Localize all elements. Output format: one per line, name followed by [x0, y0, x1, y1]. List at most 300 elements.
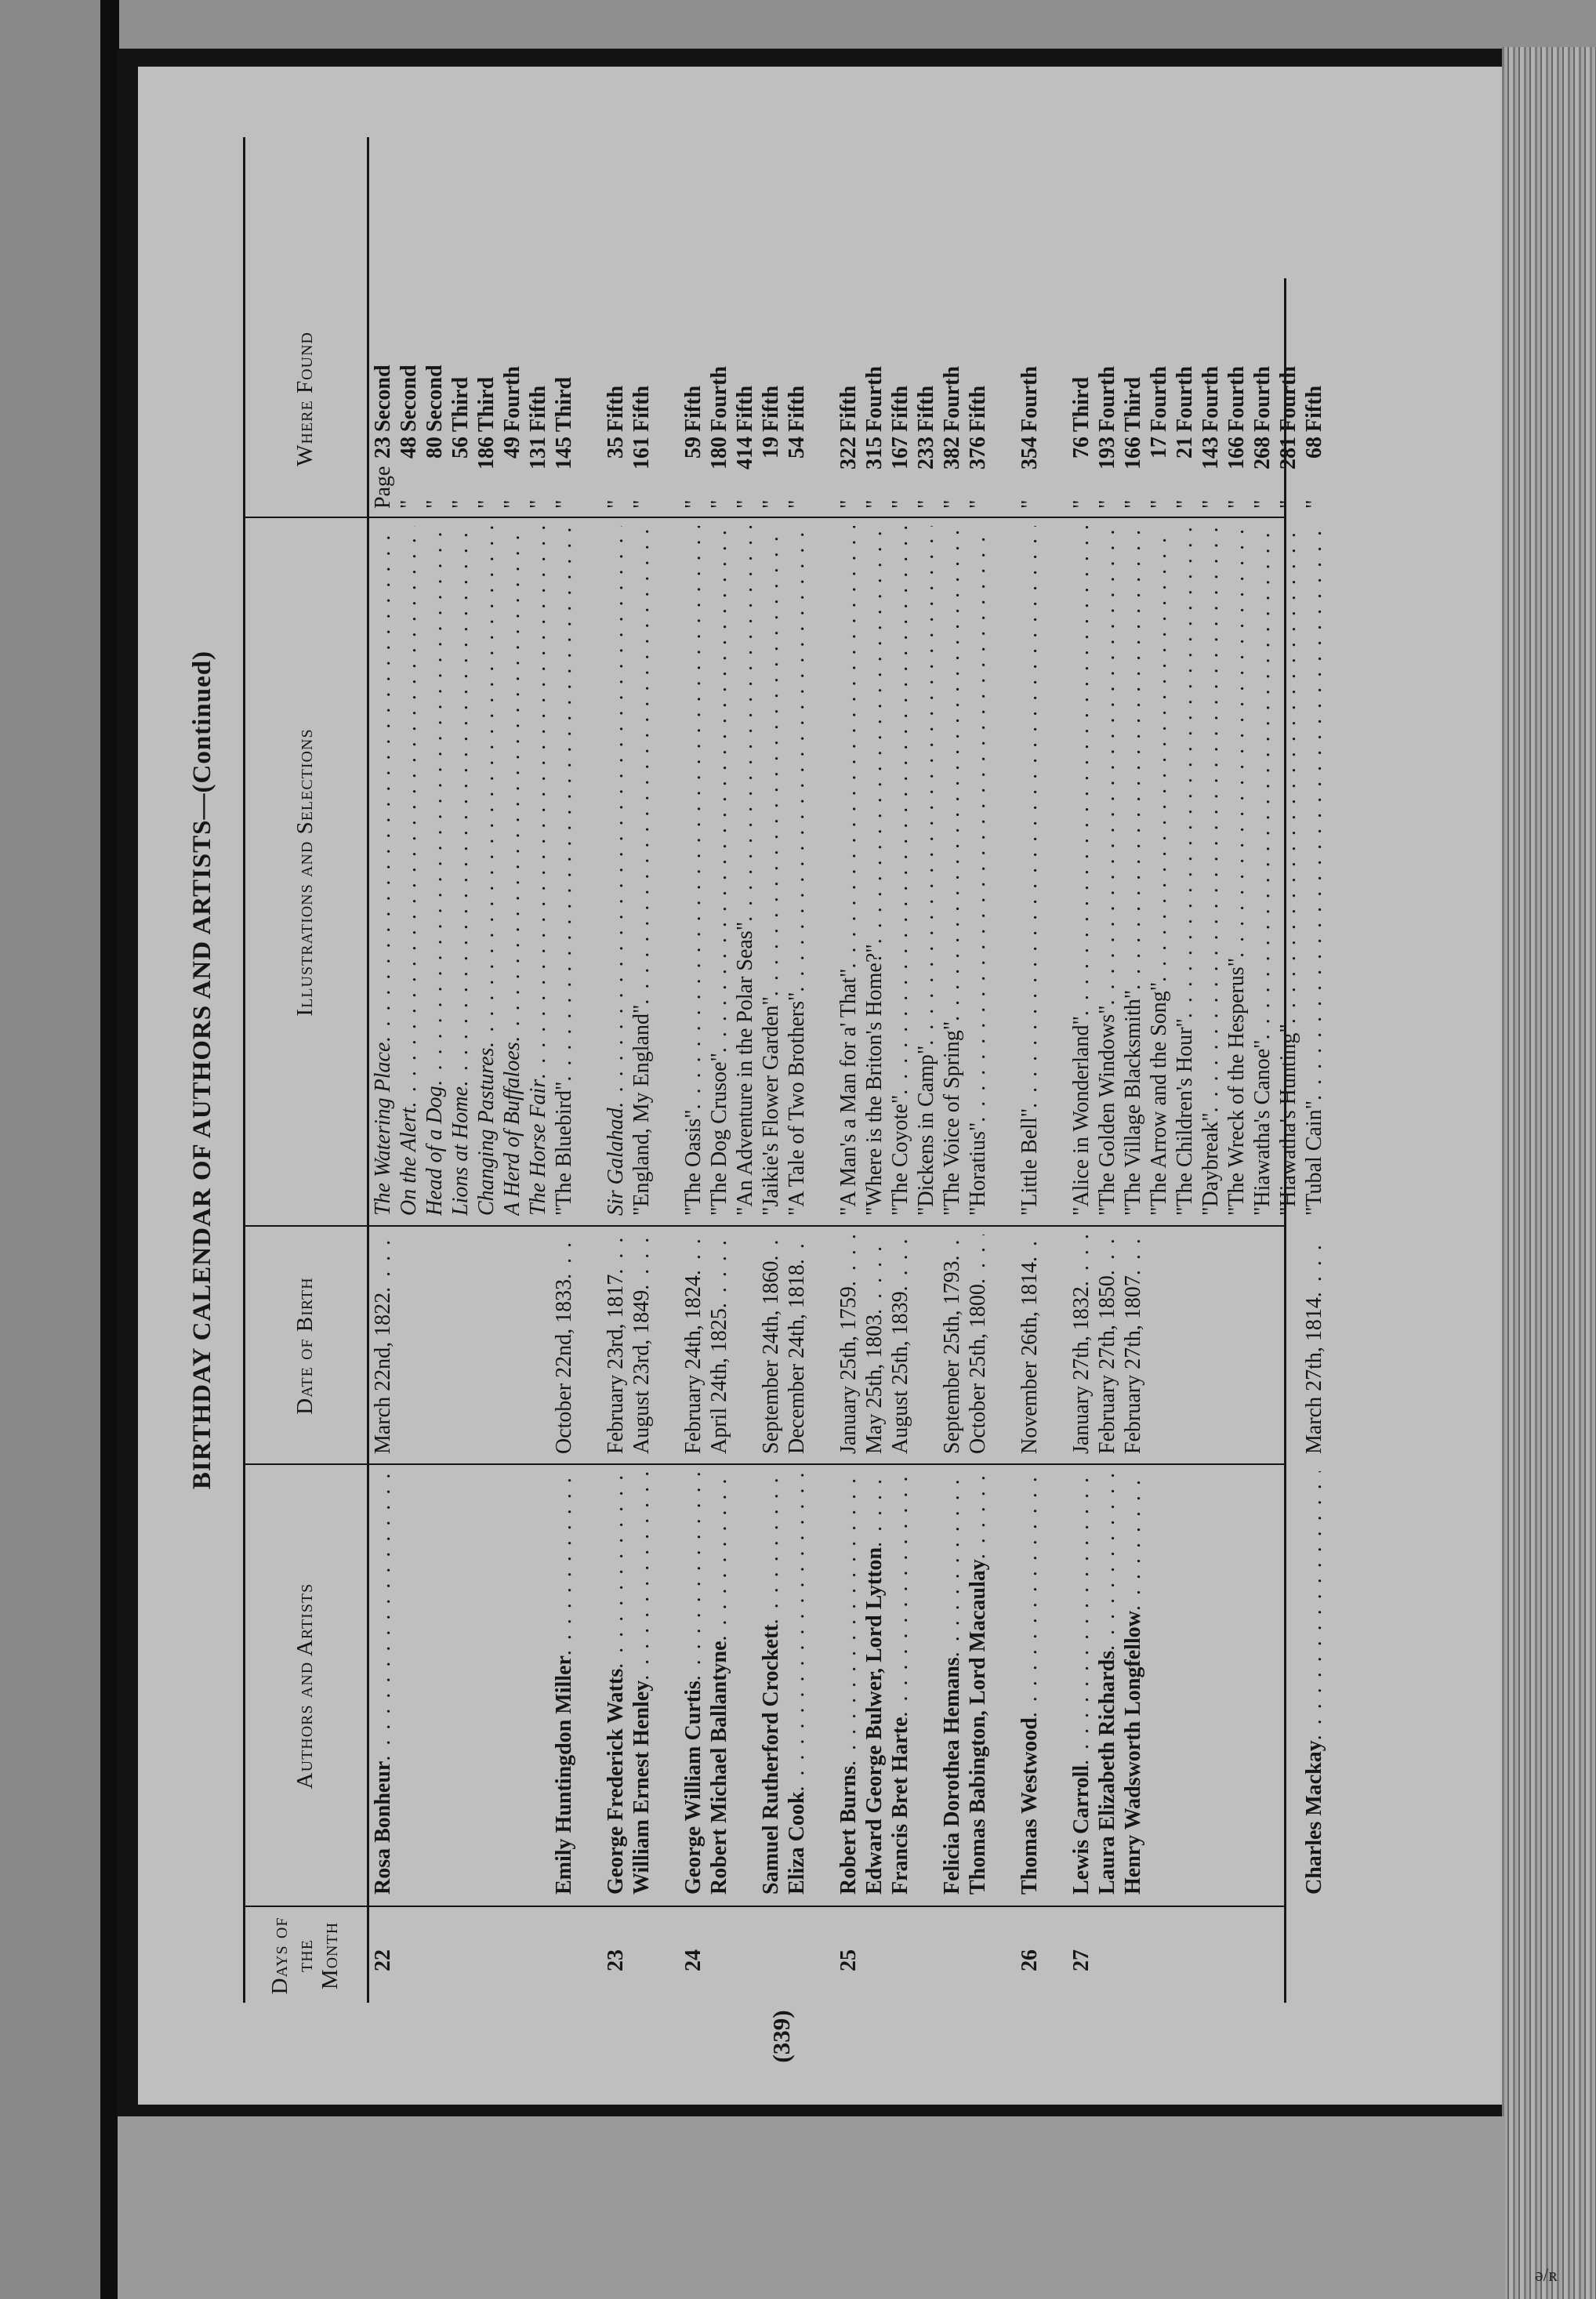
birth-date	[1275, 1235, 1301, 1454]
page-ref: 180	[707, 437, 731, 470]
dot-leader	[680, 1235, 706, 1275]
birth-date	[1094, 1235, 1120, 1454]
blank-line	[577, 1471, 603, 1895]
birth-date-text: September 24th, 1860	[759, 1260, 783, 1454]
birth-date-text: February 24th, 1824	[681, 1275, 706, 1454]
author-name	[887, 1471, 913, 1895]
birth-date	[1120, 1235, 1146, 1454]
ditto-mark: "	[1173, 499, 1197, 509]
birth-date	[965, 1235, 991, 1454]
selection-title	[1250, 526, 1275, 1216]
selection-title-text: "Daybreak"	[1199, 1112, 1223, 1216]
dot-leader	[629, 1471, 655, 1681]
author-name-text: Robert Burns	[836, 1765, 861, 1895]
birth-date	[1172, 1235, 1198, 1454]
author-name-text: George William Curtis	[681, 1681, 706, 1895]
selection-title	[836, 526, 861, 1216]
author-name-text: Edward George Bulwer, Lord Lytton	[862, 1547, 887, 1895]
author-name-text: George Frederick Watts	[604, 1668, 628, 1895]
selection-title-text: A Herd of Buffaloes	[500, 1042, 524, 1216]
ditto-mark: "	[914, 499, 938, 509]
where-found-entry	[422, 281, 448, 509]
day-number	[1146, 1909, 1172, 1971]
selection-title-text: "Jaikie's Flower Garden"	[759, 996, 783, 1216]
grade-reader: Fifth	[1302, 385, 1326, 432]
where-found-entry	[370, 281, 396, 509]
grade-reader: Fifth	[836, 385, 861, 432]
ditto-mark: "	[397, 499, 421, 509]
birth-date	[758, 1235, 784, 1454]
birth-date	[1301, 1235, 1327, 1454]
birth-date	[887, 1235, 913, 1454]
where-found-entry	[680, 281, 706, 509]
ditto-mark: "	[1276, 499, 1300, 509]
birth-date	[680, 1235, 706, 1454]
page-ref: 414	[733, 437, 757, 470]
ditto-mark: "	[785, 499, 809, 509]
ditto-mark: "	[888, 499, 912, 509]
dot-leader	[1146, 526, 1172, 982]
day-number: 27	[1069, 1949, 1094, 1971]
ditto-mark: "	[1224, 499, 1249, 509]
dot-leader	[551, 526, 577, 1082]
day-number	[887, 1909, 913, 1971]
where-found-entry	[939, 281, 965, 509]
dot-leader	[784, 1235, 810, 1264]
author-name	[629, 1471, 655, 1895]
birth-date	[603, 1235, 629, 1454]
birth-date-text: August 25th, 1839	[888, 1291, 912, 1454]
blank-line	[991, 1235, 1017, 1454]
page-ref: 145	[552, 437, 576, 470]
day-number	[551, 1909, 577, 1971]
selection-title	[861, 526, 887, 1216]
author-name	[861, 1471, 887, 1895]
dot-leader	[1017, 526, 1043, 1108]
blank-line	[577, 1909, 603, 1971]
day-number	[939, 1909, 965, 1971]
where-found-entry	[836, 281, 861, 509]
author-name	[758, 1471, 784, 1895]
grade-reader: Third	[552, 376, 576, 432]
ditto-mark: "	[423, 499, 447, 509]
where-found-entry	[1094, 281, 1120, 509]
dot-leader	[1301, 1235, 1327, 1297]
page-number: (339)	[767, 2010, 795, 2063]
dot-leader	[965, 526, 991, 1122]
grade-reader: Fifth	[759, 385, 783, 432]
dot-leader	[887, 1235, 913, 1291]
selection-title	[1172, 526, 1198, 1216]
dot-leader	[1120, 1235, 1146, 1275]
where-found-entry	[448, 281, 473, 509]
scan-background	[118, 2116, 1505, 2299]
grade-reader: Fourth	[1224, 366, 1249, 432]
selection-title-text: Lions at Home	[448, 1086, 473, 1216]
grade-reader: Fourth	[862, 366, 887, 432]
dot-leader	[861, 1235, 887, 1314]
dot-leader	[448, 526, 473, 1086]
selection-title-text: The Watering Place	[371, 1042, 395, 1216]
page-ref: 161	[629, 437, 654, 470]
where-found-entry	[887, 281, 913, 509]
blank-line	[1043, 281, 1068, 509]
selection-title	[1094, 526, 1120, 1216]
page-ref: 143	[1199, 437, 1223, 470]
author-name	[784, 1471, 810, 1895]
blank-line	[655, 1909, 680, 1971]
header-days: Days of the Month	[267, 1916, 343, 1995]
author-name	[913, 1471, 939, 1895]
selection-title-text: "Horatius"	[966, 1122, 990, 1216]
selection-title	[887, 526, 913, 1216]
grade-reader: Fourth	[1173, 366, 1197, 432]
blank-line	[991, 1909, 1017, 1971]
author-name	[448, 1471, 473, 1895]
page-ref: 59	[681, 437, 706, 459]
ditto-mark: "	[759, 499, 783, 509]
page-ref: 322	[836, 437, 861, 470]
grade-reader: Fifth	[733, 385, 757, 432]
author-name	[1224, 1471, 1250, 1895]
birth-date	[1146, 1235, 1172, 1454]
grade-reader: Third	[474, 376, 499, 432]
day-number	[913, 1909, 939, 1971]
selection-title	[499, 526, 525, 1216]
blank-line	[655, 1235, 680, 1454]
ditto-mark: "	[940, 499, 964, 509]
dot-leader	[422, 526, 448, 1086]
day-number	[1172, 1909, 1198, 1971]
day-number	[473, 1909, 499, 1971]
blank-line	[810, 281, 836, 509]
selection-title-text: "England, My England"	[629, 1004, 654, 1216]
author-name	[473, 1471, 499, 1895]
grade-reader: Third	[448, 376, 473, 432]
dot-leader	[836, 526, 861, 969]
selection-title-text: "Alice in Wonderland"	[1069, 1016, 1094, 1216]
page-ref: 268	[1250, 437, 1275, 470]
birth-date	[473, 1235, 499, 1454]
day-number	[1275, 1909, 1301, 1971]
birth-date	[1224, 1235, 1250, 1454]
selection-title	[1017, 526, 1043, 1216]
day-number	[396, 1909, 422, 1971]
author-name-text: Thomas Babington, Lord Macaulay	[966, 1559, 990, 1895]
calendar-table	[188, 137, 1326, 2003]
selection-title	[939, 526, 965, 1216]
dot-leader	[965, 1235, 991, 1284]
grade-reader: Fifth	[526, 385, 550, 432]
author-name	[939, 1471, 965, 1895]
day-number	[706, 1909, 732, 1971]
page-ref: 233	[914, 437, 938, 470]
selection-title	[422, 526, 448, 1216]
dot-leader	[706, 1235, 732, 1308]
ditto-mark: "	[681, 499, 706, 509]
dot-leader	[473, 526, 499, 1048]
dot-leader	[836, 1235, 861, 1286]
page-ref: 48	[397, 437, 421, 459]
ditto-mark: "	[604, 499, 628, 509]
where-found-entry	[1146, 281, 1172, 509]
dot-leader	[758, 1471, 784, 1624]
grade-reader: Fifth	[966, 385, 990, 432]
dot-leader	[784, 1471, 810, 1792]
grade-reader: Fifth	[681, 385, 706, 432]
dot-leader	[939, 1471, 965, 1657]
day-number: 25	[836, 1949, 861, 1971]
author-name	[422, 1471, 448, 1895]
page-ref: 131	[526, 437, 550, 470]
page-stack-edge	[1502, 47, 1596, 2299]
column-rule-1	[243, 1906, 1286, 1907]
birth-date	[861, 1235, 887, 1454]
selection-title-text: "The Voice of Spring"	[940, 1021, 964, 1216]
day-number	[448, 1909, 473, 1971]
dot-leader	[1094, 1471, 1120, 1651]
dot-leader	[1017, 1235, 1043, 1262]
where-found-entry	[913, 281, 939, 509]
grade-reader: Fifth	[914, 385, 938, 432]
birth-date-text: May 25th, 1803	[862, 1314, 887, 1454]
author-name	[1301, 1471, 1327, 1895]
dot-leader	[680, 526, 706, 1109]
selection-title-text: "An Adventure in the Polar Seas"	[733, 921, 757, 1216]
day-number	[1224, 1909, 1250, 1971]
page-ref: 68	[1302, 437, 1326, 459]
page-ref: 54	[785, 437, 809, 459]
dot-leader	[758, 526, 784, 996]
birth-date-text: December 24th, 1818	[785, 1264, 809, 1454]
day-number	[861, 1909, 887, 1971]
selection-title	[629, 526, 655, 1216]
author-name	[1146, 1471, 1172, 1895]
grade-reader: Fifth	[604, 385, 628, 432]
ditto-mark: "	[629, 499, 654, 509]
ditto-mark: "	[1017, 499, 1042, 509]
day-number: 23	[604, 1949, 628, 1971]
selection-title-text: "The Coyote"	[888, 1094, 912, 1216]
dot-leader	[1198, 526, 1224, 1112]
dot-leader	[887, 1471, 913, 1717]
dot-leader	[706, 526, 732, 1053]
grade-reader: Fourth	[707, 366, 731, 432]
where-found-entry	[706, 281, 732, 509]
author-name	[370, 1471, 396, 1895]
birth-date	[939, 1235, 965, 1454]
dot-leader	[887, 526, 913, 1095]
dot-leader	[629, 526, 655, 1005]
selection-title	[1146, 526, 1172, 1216]
page-ref: 315	[862, 437, 887, 470]
previous-page-edge	[0, 0, 100, 2299]
dot-leader	[1275, 526, 1301, 1024]
dot-leader	[1224, 526, 1250, 958]
where-found-entry	[629, 281, 655, 509]
selection-title	[1224, 526, 1250, 1216]
selection-title	[525, 526, 551, 1216]
page-ref: 19	[759, 437, 783, 459]
author-name	[732, 1471, 758, 1895]
dates-column	[370, 1235, 1327, 1454]
blank-line	[991, 526, 1017, 1216]
page-ref: 23	[371, 437, 395, 459]
selection-title-text: "The Village Blacksmith"	[1121, 989, 1145, 1216]
day-number: 24	[681, 1949, 706, 1971]
selection-title-text: "Little Bell"	[1017, 1108, 1042, 1216]
birth-date-text: October 25th, 1800	[966, 1284, 990, 1454]
author-name	[1068, 1471, 1094, 1895]
author-name-text: William Ernest Henley	[629, 1680, 654, 1895]
column-rule-4	[243, 517, 1286, 518]
selection-title	[1120, 526, 1146, 1216]
ditto-mark: "	[474, 499, 499, 509]
grade-reader: Fourth	[1147, 366, 1171, 432]
selection-title-text: The Horse Fair	[526, 1079, 550, 1216]
blank-line	[655, 526, 680, 1216]
page-ref: 166	[1121, 437, 1145, 470]
selection-title	[551, 526, 577, 1216]
dot-leader	[1068, 1235, 1094, 1286]
author-name	[1094, 1471, 1120, 1895]
where-found-entry	[1172, 281, 1198, 509]
day-number	[1250, 1909, 1275, 1971]
blank-line	[810, 526, 836, 1216]
day-number	[965, 1909, 991, 1971]
birth-date	[629, 1235, 655, 1454]
dot-leader	[939, 1235, 965, 1260]
birth-date-text: January 25th, 1759	[836, 1286, 861, 1454]
dot-leader	[525, 526, 551, 1079]
where-found-entry	[1301, 281, 1327, 509]
selection-title	[396, 526, 422, 1216]
day-number	[732, 1909, 758, 1971]
blank-line	[655, 281, 680, 509]
ditto-mark: "	[552, 499, 576, 509]
author-name-text: Emily Huntingdon Miller	[552, 1655, 576, 1895]
day-number	[1120, 1909, 1146, 1971]
birth-date	[525, 1235, 551, 1454]
dot-leader	[836, 1471, 861, 1766]
ditto-mark: "	[1095, 499, 1119, 509]
dot-leader	[370, 526, 396, 1043]
dot-leader	[603, 1235, 629, 1275]
selection-title-text: "The Children's Hour"	[1173, 1018, 1197, 1216]
day-number	[1198, 1909, 1224, 1971]
header-authors: Authors and Artists	[292, 1583, 318, 1790]
selection-title	[473, 526, 499, 1216]
where-found-column	[370, 281, 1327, 509]
column-rule-2	[243, 1463, 1286, 1465]
edge-mark: ə/ʀ	[1535, 2265, 1558, 2286]
ditto-mark: "	[1121, 499, 1145, 509]
birth-date-text: September 25th, 1793	[940, 1260, 964, 1454]
where-found-entry	[758, 281, 784, 509]
day-number	[1301, 1909, 1327, 1971]
birth-date-text: November 26th, 1814	[1017, 1262, 1042, 1454]
page-ref: 17	[1147, 437, 1171, 459]
selection-title-text: "The Dog Crusoe"	[707, 1053, 731, 1216]
author-name	[680, 1471, 706, 1895]
dot-leader	[680, 1471, 706, 1681]
author-name	[965, 1471, 991, 1895]
dot-leader	[370, 1471, 396, 1761]
blank-line	[655, 1471, 680, 1895]
dot-leader	[370, 1235, 396, 1293]
author-name-text: Rosa Bonheur	[371, 1761, 395, 1895]
birth-date-text: August 23rd, 1849	[629, 1289, 654, 1454]
author-name	[551, 1471, 577, 1895]
ditto-mark: "	[1069, 499, 1094, 509]
selection-title	[1198, 526, 1224, 1216]
page-ref: 49	[500, 437, 524, 459]
day-number: 22	[371, 1949, 395, 1971]
page-ref: 167	[888, 437, 912, 470]
blank-line	[1043, 1235, 1068, 1454]
dot-leader	[1120, 1471, 1146, 1611]
dot-leader	[1094, 1235, 1120, 1275]
where-found-entry	[1250, 281, 1275, 509]
selection-title	[1068, 526, 1094, 1216]
birth-date	[706, 1235, 732, 1454]
selection-title-text: Sir Galahad	[604, 1108, 628, 1216]
page-ref: 354	[1017, 437, 1042, 470]
selections-column	[370, 526, 1327, 1216]
birth-date	[913, 1235, 939, 1454]
selection-title	[732, 526, 758, 1216]
dot-leader	[603, 526, 629, 1108]
birth-date-text: March 22nd, 1822	[371, 1292, 395, 1454]
selection-title	[706, 526, 732, 1216]
dot-leader	[758, 1235, 784, 1260]
dot-leader	[939, 526, 965, 1021]
selection-title-text: "The Golden Windows"	[1095, 1005, 1119, 1216]
selection-title-text: "Hiawatha's Canoe"	[1250, 1039, 1275, 1216]
where-found-entry	[1224, 281, 1250, 509]
selection-title-text: Head of a Dog	[423, 1086, 447, 1216]
where-found-entry	[965, 281, 991, 509]
page-ref: 80	[423, 437, 447, 459]
day-number	[499, 1909, 525, 1971]
dot-leader	[861, 1471, 887, 1547]
grade-reader: Second	[423, 364, 447, 432]
birth-date	[1017, 1235, 1043, 1454]
grade-reader: Fourth	[1199, 366, 1223, 432]
author-name-text: Eliza Cook	[785, 1791, 809, 1895]
selection-title-text: Changing Pastures	[474, 1047, 499, 1216]
birth-date-text: February 27th, 1807	[1121, 1275, 1145, 1454]
selection-title	[784, 526, 810, 1216]
selection-title-text: "Tubal Cain"	[1302, 1100, 1326, 1216]
birth-date	[499, 1235, 525, 1454]
page-ref: 21	[1173, 437, 1197, 459]
where-found-entry	[1275, 281, 1301, 509]
where-found-entry	[1120, 281, 1146, 509]
birth-date	[551, 1235, 577, 1454]
where-found-entry	[525, 281, 551, 509]
grade-reader: Third	[1121, 376, 1145, 432]
selection-title	[370, 526, 396, 1216]
author-name-text: Samuel Rutherford Crockett	[759, 1624, 783, 1895]
author-name	[1172, 1471, 1198, 1895]
dot-leader	[784, 526, 810, 992]
dot-leader	[1068, 526, 1094, 1016]
ditto-mark: "	[1147, 499, 1171, 509]
author-name-text: Francis Bret Harte	[888, 1717, 912, 1895]
header-date: Date of Birth	[292, 1277, 318, 1415]
header-bottom-rule	[367, 137, 369, 2003]
